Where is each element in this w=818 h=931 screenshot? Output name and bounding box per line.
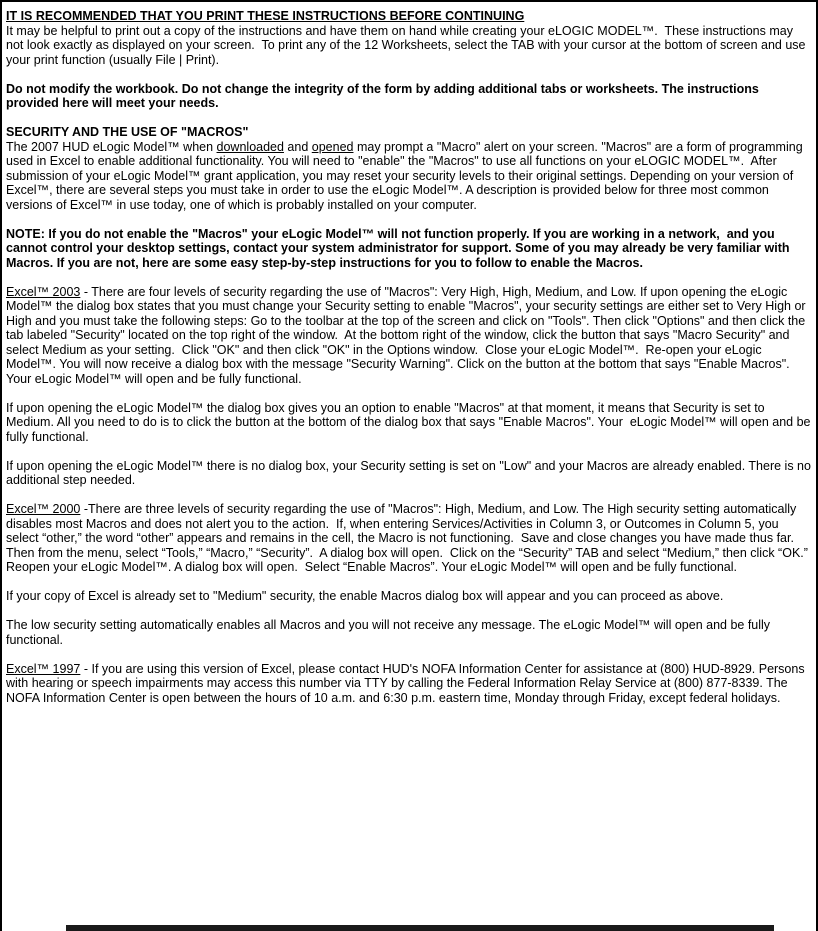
paragraph-spacer xyxy=(6,111,811,126)
text-run: and xyxy=(283,139,312,154)
paragraph-spacer xyxy=(6,488,811,503)
excel-1997-paragraph xyxy=(6,662,811,706)
text-run: The low security setting automatically enables all Macros and you will not receive any message. The eLogic Model™ will open and be fully functional. xyxy=(6,618,774,647)
intro-paragraph xyxy=(6,24,811,68)
text-run: NOTE: If you do not enable the "Macros" your eLogic Model™ will not function properly. If you are working in a network, and you cannot control your desktop settings, contact your system administrator for support. Some of you may already be very familiar with Macros. If you are not, here are some easy step-by-step instructions for you to follow to enable the Macros. xyxy=(6,226,793,270)
text-run: If your copy of Excel is already set to "Medium" security, the enable Macros dialog box will appear and you can proceed as above. xyxy=(6,589,724,603)
paragraph-spacer xyxy=(6,647,811,662)
do-not-modify-warning xyxy=(6,82,811,111)
paragraph-spacer xyxy=(6,212,811,227)
document-body xyxy=(2,2,816,705)
medium-already-paragraph xyxy=(6,589,811,604)
text-run: Excel™ 2003 xyxy=(6,284,81,299)
text-run: SECURITY AND THE USE OF "MACROS" xyxy=(6,125,249,139)
text-run: Excel™ 1997 xyxy=(6,661,81,676)
text-run: - There are four levels of security regarding the use of "Macros": Very High, High, Medium, and Low. If upon opening the eLogic Model™ the dialog box states that you must change your Security setting to enable "Macros", your security settings are either set to Very High or High and you must take the following steps: Go to the toolbar at the top of the screen and click on "Tools". Then click "Options" and then click the tab labeled "Security" located on the top right of the window. At the bottom right of the window, click the button that says "Macro Security" and select Medium as your setting. Click "OK" and then click "OK" in the Options window. Close your eLogic Model™. Re-open your eLogic Model™. You will now receive a dialog box with the message "Security Warning". Click on the button at the bottom that says "Enable Macros". Your eLogic Model™ will open and be fully functional. xyxy=(6,284,810,386)
low-setting-paragraph xyxy=(6,618,811,647)
text-run: It may be helpful to print out a copy of the instructions and have them on hand while creating your eLOGIC MODEL™. These instructions may not look exactly as displayed on your screen. To print any of the 12 Worksheets, select the TAB with your cursor at the bottom of screen and use your print function (usually File | Print). xyxy=(6,23,809,67)
paragraph-spacer xyxy=(6,444,811,459)
text-run: Do not modify the workbook. Do not change the integrity of the form by adding additional tabs or worksheets. The instructions provided here will meet your needs. xyxy=(6,81,763,110)
excel-2000-paragraph xyxy=(6,502,815,575)
security-paragraph xyxy=(6,140,811,213)
paragraph-spacer xyxy=(6,270,811,285)
text-run: If upon opening the eLogic Model™ there is no dialog box, your Security setting is set on "Low" and your Macros are already enabled. There is no additional step needed. xyxy=(6,458,815,487)
title xyxy=(6,9,811,24)
paragraph-spacer xyxy=(6,67,811,82)
bottom-border-bar xyxy=(66,925,774,931)
text-run: If upon opening the eLogic Model™ the dialog box gives you an option to enable "Macros" at that moment, it means that Security is set to Medium. All you need to do is to click the button at the bottom of the dialog box that says "Enable Macros". Your eLogic Model™ will open and be fully functional. xyxy=(6,400,814,444)
text-run: downloaded xyxy=(216,139,284,154)
text-run: may prompt a "Macro" alert on your screen. "Macros" are a form of programming used in Excel to enable additional functionality. You will need to "enable" the "Macros" to use all functions on your eLOGIC MODEL™. After submission of your eLogic Model™ grant application, you may reset your security levels to their original settings. Depending on your version of Excel™, there are several steps you must take in order to use the eLogic Model™. A description is provided below for three most common versions of Excel™ in use today, one of which is probably installed on your computer. xyxy=(6,139,807,212)
text-run: opened xyxy=(311,139,354,154)
text-run: - If you are using this version of Excel, please contact HUD's NOFA Information Center for assistance at (800) HUD-8929. Persons with hearing or speech impairments may access this number via TTY by calling the Federal Information Relay Service at (800) 877-8339. The NOFA Information Center is open between the hours of 10 a.m. and 6:30 p.m. eastern time, Monday through Friday, except federal holidays. xyxy=(6,661,809,705)
text-run: The 2007 HUD eLogic Model™ when xyxy=(6,139,217,154)
paragraph-spacer xyxy=(6,575,811,590)
paragraph-spacer xyxy=(6,386,811,401)
security-heading xyxy=(6,125,811,140)
note-paragraph xyxy=(6,227,811,271)
low-no-dialog-paragraph xyxy=(6,458,815,488)
text-run: -There are three levels of security regarding the use of "Macros": High, Medium, and Low. The High security setting automatically disables most Macros and does not alert you to the action. If, when entering Services/Activities in Column 3, or Outcomes in Column 5, you select “other,” the word “other” appears and remains in the cell, the Macro is not functioning. Save and close changes you have made thus far. Then from the menu, select “Tools,” “Macro,” “Security”. A dialog box will open. Click on the “Security” TAB and select “Medium,” then click “OK.” Reopen your eLogic Model™. A dialog box will open. Select “Enable Macros”. Your eLogic Model™ will open and be fully functional. xyxy=(6,502,815,574)
text-run: Excel™ 2000 xyxy=(6,502,81,516)
paragraph-spacer xyxy=(6,604,811,619)
excel-2003-paragraph xyxy=(6,285,811,387)
text-run: IT IS RECOMMENDED THAT YOU PRINT THESE INSTRUCTIONS BEFORE CONTINUING xyxy=(6,9,525,23)
medium-dialog-paragraph xyxy=(6,400,814,445)
